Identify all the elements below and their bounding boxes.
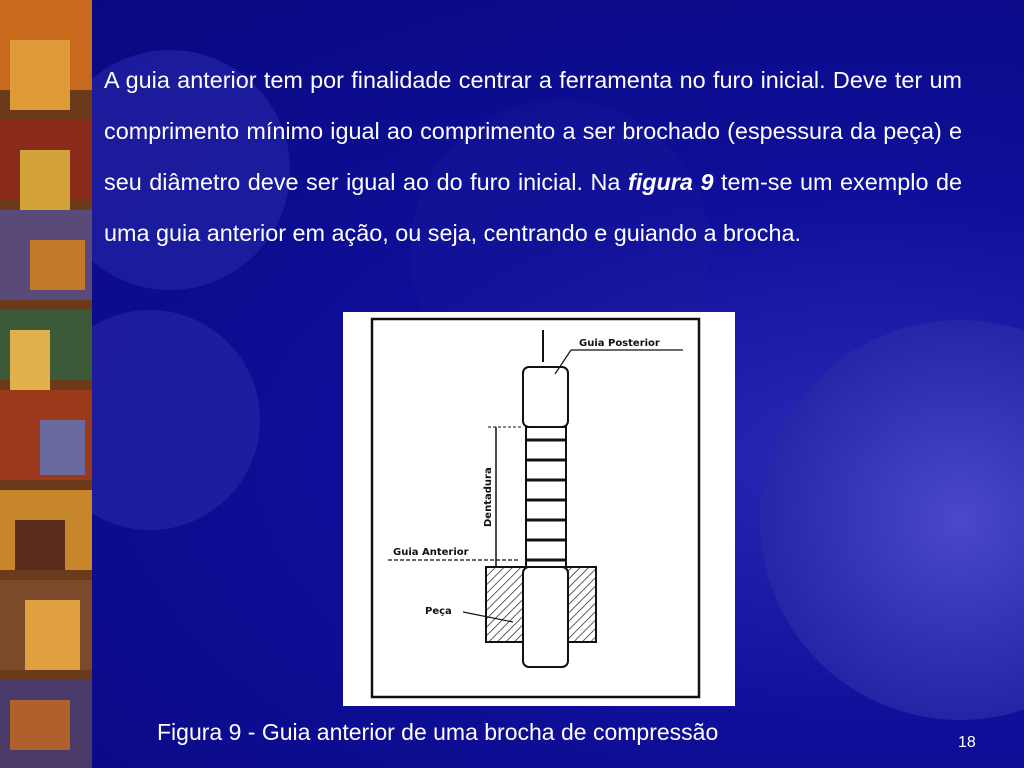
page-number: 18: [958, 734, 976, 751]
figure-reference: figura 9: [627, 169, 714, 195]
figure-caption: Figura 9 - Guia anterior de uma brocha de compressão: [157, 719, 719, 745]
body-paragraph: [104, 55, 962, 259]
figure-image: [343, 312, 735, 706]
label-peca: Peça: [425, 606, 452, 617]
body-text-part2: tem-se um exemplo de uma guia anterior em ação, ou seja, centrando e guiando a brocha.: [104, 169, 963, 246]
front-guide: [523, 567, 568, 667]
rear-guide: [523, 367, 568, 427]
label-guia-anterior: Guia Anterior: [393, 547, 469, 558]
gear-right-icon: [760, 320, 1024, 720]
decorative-collage-strip: [0, 0, 92, 768]
broach-diagram: [343, 312, 735, 706]
teeth-section: [526, 427, 566, 572]
label-guia-posterior: Guia Posterior: [579, 338, 660, 349]
label-dentadura: Dentadura: [483, 467, 494, 527]
body-text-part1: A guia anterior tem por finalidade centrar a ferramenta no furo inicial. Deve ter um comprimento mínimo igual ao comprimento a ser brochado (espessura da peça) e seu diâmetro deve ser igual ao do furo inicial. Na: [104, 67, 962, 195]
